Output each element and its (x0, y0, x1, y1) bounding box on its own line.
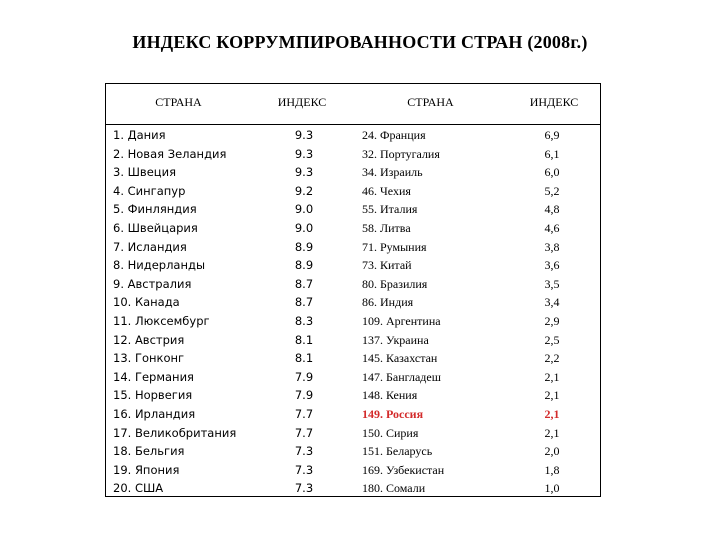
left-index-cell: 8.7 (294, 276, 314, 291)
right-country-cell: 86. Индия (362, 295, 414, 310)
header-index-left: ИНДЕКС (277, 95, 327, 109)
right-index-cell: 2,2 (544, 351, 560, 366)
right-country-cell: 55. Италия (362, 202, 418, 217)
right-index-cell: 6,9 (544, 128, 560, 142)
right-country-cell: 46. Чехия (362, 183, 411, 198)
left-country-cell: 16. Ирландия (113, 406, 196, 421)
left-country-cell: 20. США (113, 481, 164, 496)
right-index-cell: 3,4 (544, 295, 560, 310)
right-index-cell: 3,5 (544, 276, 560, 291)
right-country-cell: 58. Литва (362, 220, 411, 235)
right-index-cell: 2,1 (544, 425, 560, 440)
left-country-cell: 8. Нидерланды (113, 258, 206, 273)
left-country-cell: 9. Австралия (113, 276, 192, 291)
right-index-column (524, 126, 580, 498)
right-index-cell: 1,0 (544, 481, 560, 496)
left-index-cell: 9.3 (294, 128, 314, 142)
right-country-cell: 32. Португалия (362, 146, 440, 161)
left-index-cell: 7.3 (294, 481, 314, 496)
left-country-cell: 5. Финляндия (113, 202, 197, 217)
left-index-cell: 8.7 (294, 295, 314, 310)
left-index-cell: 8.1 (294, 351, 314, 366)
left-index-cell: 8.9 (294, 239, 314, 254)
right-index-cell: 1,8 (544, 462, 560, 477)
right-index-cell: 4,8 (544, 202, 560, 217)
right-country-cell: 169. Узбекистан (362, 462, 445, 477)
left-index-cell: 9.3 (294, 165, 314, 180)
right-country-column (362, 126, 502, 498)
right-country-cell: 109. Аргентина (362, 313, 441, 328)
left-index-cell: 7.7 (294, 425, 314, 440)
left-index-cell: 9.2 (294, 183, 314, 198)
right-country-cell: 145. Казахстан (362, 351, 438, 366)
left-index-cell: 9.0 (294, 202, 314, 217)
left-country-cell: 12. Австрия (113, 332, 185, 347)
right-index-cell: 2,5 (544, 332, 560, 347)
right-country-cell: 180. Сомали (362, 481, 426, 496)
header-divider (106, 124, 600, 125)
right-index-cell: 6,0 (544, 165, 560, 180)
header-country-left: СТРАНА (155, 95, 202, 109)
right-country-cell: 73. Китай (362, 258, 412, 273)
right-country-cell: 148. Кения (362, 388, 418, 403)
left-index-cell: 7.3 (294, 444, 314, 459)
right-country-cell: 150. Сирия (362, 425, 419, 440)
left-country-column (113, 126, 253, 498)
right-country-cell: 137. Украина (362, 332, 429, 347)
left-country-cell: 14. Германия (113, 369, 194, 384)
left-country-cell: 17. Великобритания (113, 425, 237, 440)
right-index-cell: 2,1 (544, 369, 560, 384)
page-title: ИНДЕКС КОРРУМПИРОВАННОСТИ СТРАН (2008г.) (132, 32, 588, 52)
header-index-right: ИНДЕКС (529, 95, 579, 109)
left-country-cell: 6. Швейцария (113, 220, 198, 235)
left-index-column (276, 126, 332, 498)
right-index-cell: 2,9 (544, 313, 560, 328)
header-country-right: СТРАНА (407, 95, 454, 109)
right-country-cell: 80. Бразилия (362, 276, 428, 291)
left-country-cell: 13. Гонконг (113, 351, 185, 366)
right-index-cell: 2,1 (544, 406, 560, 421)
left-index-cell: 9.3 (294, 146, 314, 161)
left-country-cell: 1. Дания (113, 128, 166, 142)
right-index-cell: 2,0 (544, 444, 560, 459)
left-country-cell: 2. Новая Зеландия (113, 146, 227, 161)
left-country-cell: 7. Исландия (113, 239, 187, 254)
corruption-index-table (105, 83, 601, 497)
left-country-cell: 3. Швеция (113, 165, 176, 180)
left-country-cell: 4. Сингапур (113, 183, 186, 198)
right-index-cell: 2,1 (544, 388, 560, 403)
right-country-cell: 34. Израиль (362, 165, 423, 180)
right-country-cell: 71. Румыния (362, 239, 427, 254)
left-index-cell: 8.3 (294, 313, 314, 328)
right-index-cell: 3,6 (544, 258, 560, 273)
right-country-cell: 24. Франция (362, 128, 426, 142)
right-index-cell: 5,2 (544, 183, 560, 198)
left-index-cell: 7.9 (294, 369, 314, 384)
right-index-cell: 6,1 (544, 146, 560, 161)
left-country-cell: 11. Люксембург (113, 313, 210, 328)
right-country-cell: 149. Россия (362, 406, 424, 421)
right-country-cell: 147. Бангладеш (362, 369, 441, 384)
left-country-cell: 15. Норвегия (113, 388, 193, 403)
left-index-cell: 7.9 (294, 388, 314, 403)
right-index-cell: 3,8 (544, 239, 560, 254)
left-country-cell: 18. Бельгия (113, 444, 185, 459)
left-index-cell: 7.3 (294, 462, 314, 477)
left-country-cell: 10. Канада (113, 295, 180, 310)
left-index-cell: 8.1 (294, 332, 314, 347)
left-index-cell: 8.9 (294, 258, 314, 273)
right-index-cell: 4,6 (544, 220, 560, 235)
left-index-cell: 7.7 (294, 406, 314, 421)
left-index-cell: 9.0 (294, 220, 314, 235)
left-country-cell: 19. Япония (113, 462, 180, 477)
right-country-cell: 151. Беларусь (362, 444, 433, 459)
